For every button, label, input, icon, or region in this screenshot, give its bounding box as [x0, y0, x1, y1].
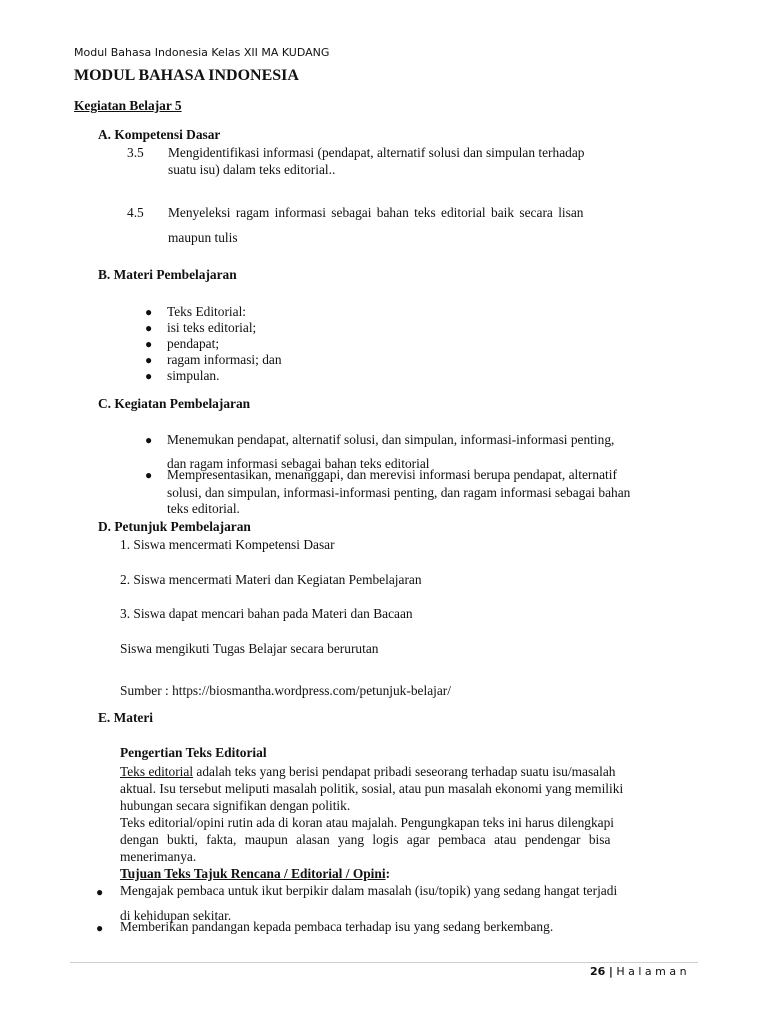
bullet-icon: ● [145, 433, 153, 447]
term-underlined: Teks editorial [120, 764, 194, 779]
purpose-heading-colon: : [385, 866, 391, 881]
bullet-icon: ● [145, 353, 153, 367]
list-item: teks editorial. [167, 501, 240, 516]
kd-text: suatu isu) dalam teks editorial.. [168, 162, 336, 177]
list-item: isi teks editorial; [167, 320, 257, 335]
paragraph-line: aktual. Isu tersebut meliputi masalah politik, sosial, atau pun masalah ekonomi yang memiliki [120, 781, 624, 796]
footer-divider [70, 962, 698, 963]
running-header: Modul Bahasa Indonesia Kelas XII MA KUDANG [74, 46, 330, 59]
list-item: ragam informasi; dan [167, 352, 282, 367]
section-a-title: A. Kompetensi Dasar [98, 127, 221, 142]
bullet-icon: ● [145, 369, 153, 383]
purpose-heading [120, 866, 390, 882]
paragraph-line: hubungan secara signifikan dengan politik. [120, 798, 351, 813]
page-footer [590, 965, 687, 978]
section-b-title: B. Materi Pembelajaran [98, 267, 237, 282]
kd-text: maupun tulis [168, 230, 238, 245]
instruction-step: 3. Siswa dapat mencari bahan pada Materi dan Bacaan [120, 606, 413, 621]
list-item: simpulan. [167, 368, 220, 383]
subheading: Pengertian Teks Editorial [120, 745, 267, 760]
paragraph-line [120, 764, 615, 780]
kd-text: Mengidentifikasi informasi (pendapat, alternatif solusi dan simpulan terhadap [168, 145, 585, 160]
list-item: dan ragam informasi sebagai bahan teks editorial [167, 456, 430, 471]
kd-text: Menyeleksi ragam informasi sebagai bahan teks editorial baik secara lisan [168, 205, 584, 220]
bullet-icon: ● [145, 305, 153, 319]
bullet-icon: ● [96, 921, 104, 935]
paragraph-line: dengan bukti, fakta, maupun alasan yang logis agar pembaca atau pendengar bisa [120, 832, 611, 847]
bullet-icon: ● [96, 885, 104, 899]
section-e-title: E. Materi [98, 710, 154, 725]
section-d-title: D. Petunjuk Pembelajaran [98, 519, 251, 534]
paragraph-line: menerimanya. [120, 849, 197, 864]
page-label: H a l a m a n [616, 965, 687, 978]
instruction-step: 1. Siswa mencermati Kompetensi Dasar [120, 537, 335, 552]
list-item: solusi, dan simpulan, informasi-informasi penting, dan ragam informasi sebagai bahan [167, 485, 631, 500]
bullet-icon: ● [145, 321, 153, 335]
module-title: MODUL BAHASA INDONESIA [74, 67, 299, 84]
page-number: 26 [590, 965, 606, 978]
instruction-step: 2. Siswa mencermati Materi dan Kegiatan Pembelajaran [120, 572, 422, 587]
instruction-note: Siswa mengikuti Tugas Belajar secara berurutan [120, 641, 379, 656]
list-item: Memberikan pandangan kepada pembaca terhadap isu yang sedang berkembang. [120, 919, 554, 934]
list-item: Menemukan pendapat, alternatif solusi, dan simpulan, informasi-informasi penting, [167, 432, 615, 447]
list-item: Mempresentasikan, menanggapi, dan merevisi informasi berupa pendapat, alternatif [167, 467, 617, 482]
kd-number: 4.5 [127, 205, 144, 220]
paragraph-text: adalah teks yang berisi pendapat pribadi seseorang terhadap suatu isu/masalah [193, 764, 616, 779]
bullet-icon: ● [145, 468, 153, 482]
section-c-title: C. Kegiatan Pembelajaran [98, 396, 251, 411]
bullet-icon: ● [145, 337, 153, 351]
paragraph-line: Teks editorial/opini rutin ada di koran atau majalah. Pengungkapan teks ini harus dilengkapi [120, 815, 615, 830]
list-item: Teks Editorial: [167, 304, 247, 319]
list-item: di kehidupan sekitar. [120, 908, 232, 923]
footer-separator: | [608, 965, 613, 978]
purpose-heading-text: Tujuan Teks Tajuk Rencana / Editorial / Opini [120, 866, 386, 881]
list-item: pendapat; [167, 336, 220, 351]
source-line: Sumber : https://biosmantha.wordpress.com/petunjuk-belajar/ [120, 683, 451, 698]
kd-number: 3.5 [127, 145, 144, 160]
list-item: Mengajak pembaca untuk ikut berpikir dalam masalah (isu/topik) yang sedang hangat terjadi [120, 883, 618, 898]
activity-title: Kegiatan Belajar 5 [74, 98, 182, 113]
